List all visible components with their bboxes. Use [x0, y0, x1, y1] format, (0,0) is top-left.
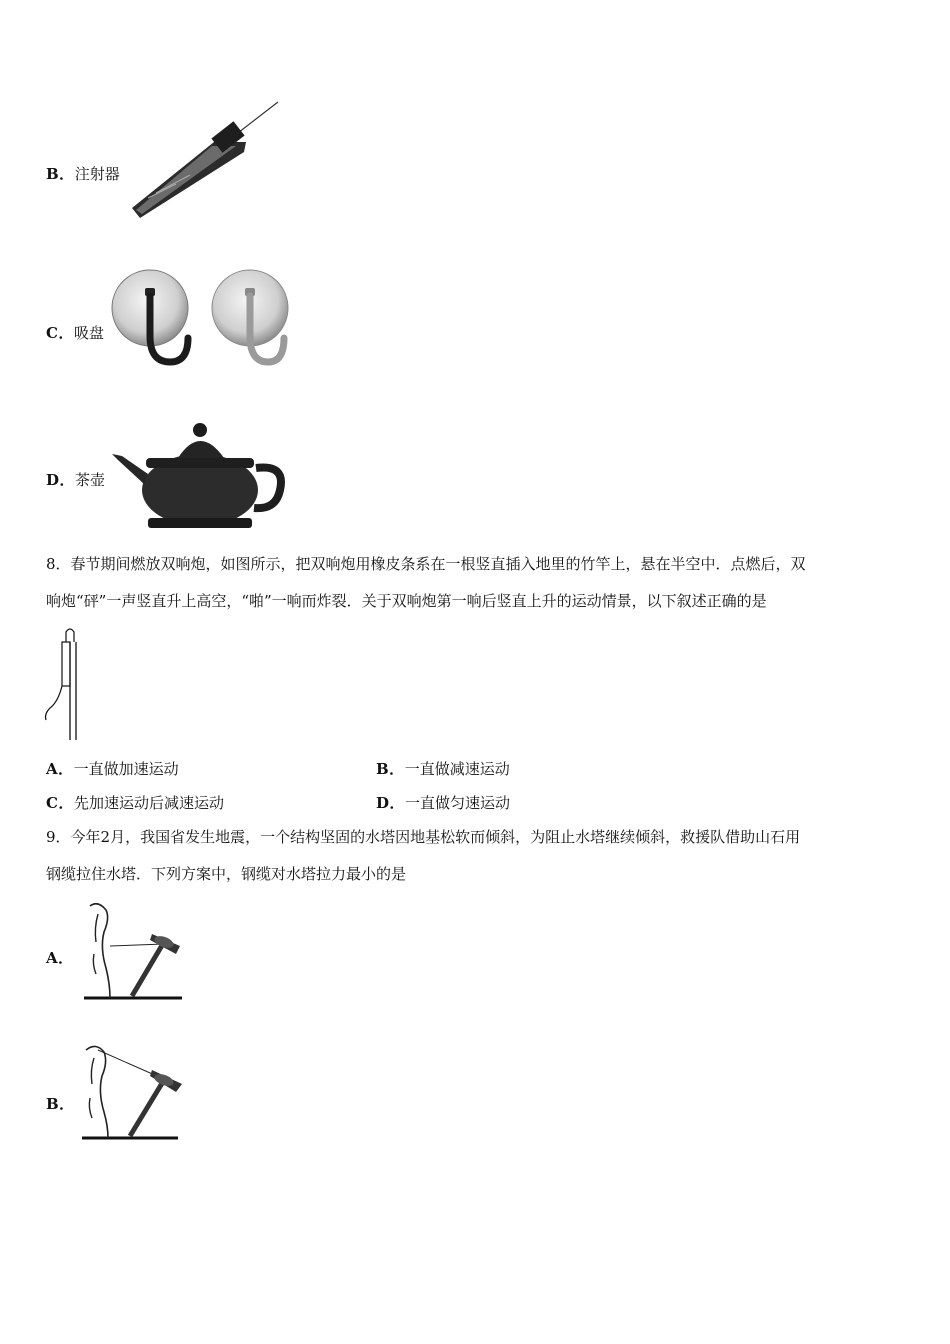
- option-letter: C．: [46, 794, 74, 812]
- q8-option-b: [376, 759, 510, 779]
- syringe-image: [126, 100, 282, 220]
- option-text: 注射器: [74, 165, 120, 183]
- q9-stem-line-2: 钢缆拉住水塔．下列方案中，钢缆对水塔拉力最小的是: [46, 865, 407, 883]
- option-text: 一直做加速运动: [73, 760, 179, 778]
- q8-stem-line-2: 响炮“砰”一声竖直升上高空，“啪”一响而炸裂．关于双响炮第一响后竖直上升的运动情景，以下叙述正确的是: [46, 592, 767, 610]
- q8-option-d: [376, 793, 510, 813]
- q8-option-a: [46, 759, 179, 779]
- suction-cup-image: [108, 266, 294, 372]
- water-tower-horizontal-cable-diagram: [80, 898, 188, 1004]
- option-letter: A．: [46, 949, 74, 967]
- q8-option-c: [46, 793, 224, 813]
- option-letter: D．: [46, 471, 76, 489]
- option-text: 先加速运动后减速运动: [73, 794, 224, 812]
- q9-option-a: [46, 948, 74, 968]
- option-text: 茶壶: [75, 471, 106, 489]
- option-text: 一直做匀速运动: [405, 794, 511, 812]
- q8-stem-line-1: 8．春节期间燃放双响炮，如图所示，把双响炮用橡皮条系在一根竖直插入地里的竹竿上，悬在半空中．点燃后，双: [46, 555, 806, 573]
- q7-option-c: [46, 323, 104, 343]
- option-letter: A．: [46, 760, 74, 778]
- option-letter: B．: [46, 1095, 75, 1113]
- q9-stem-line-1: 9．今年2月，我国省发生地震，一个结构坚固的水塔因地基松软而倾斜，为阻止水塔继续倾斜，救援队借助山石用: [46, 828, 801, 846]
- option-letter: B．: [376, 760, 405, 778]
- q9-option-b: [46, 1094, 75, 1114]
- option-letter: D．: [376, 794, 406, 812]
- option-letter: C．: [46, 324, 74, 342]
- option-text: 吸盘: [73, 324, 104, 342]
- firecracker-pole-diagram: [40, 624, 84, 742]
- water-tower-angled-cable-diagram: [78, 1040, 188, 1146]
- option-letter: B．: [46, 165, 75, 183]
- q7-option-d: [46, 470, 105, 490]
- teapot-image: [108, 418, 288, 530]
- q7-option-b: [46, 164, 120, 184]
- option-text: 一直做减速运动: [404, 760, 510, 778]
